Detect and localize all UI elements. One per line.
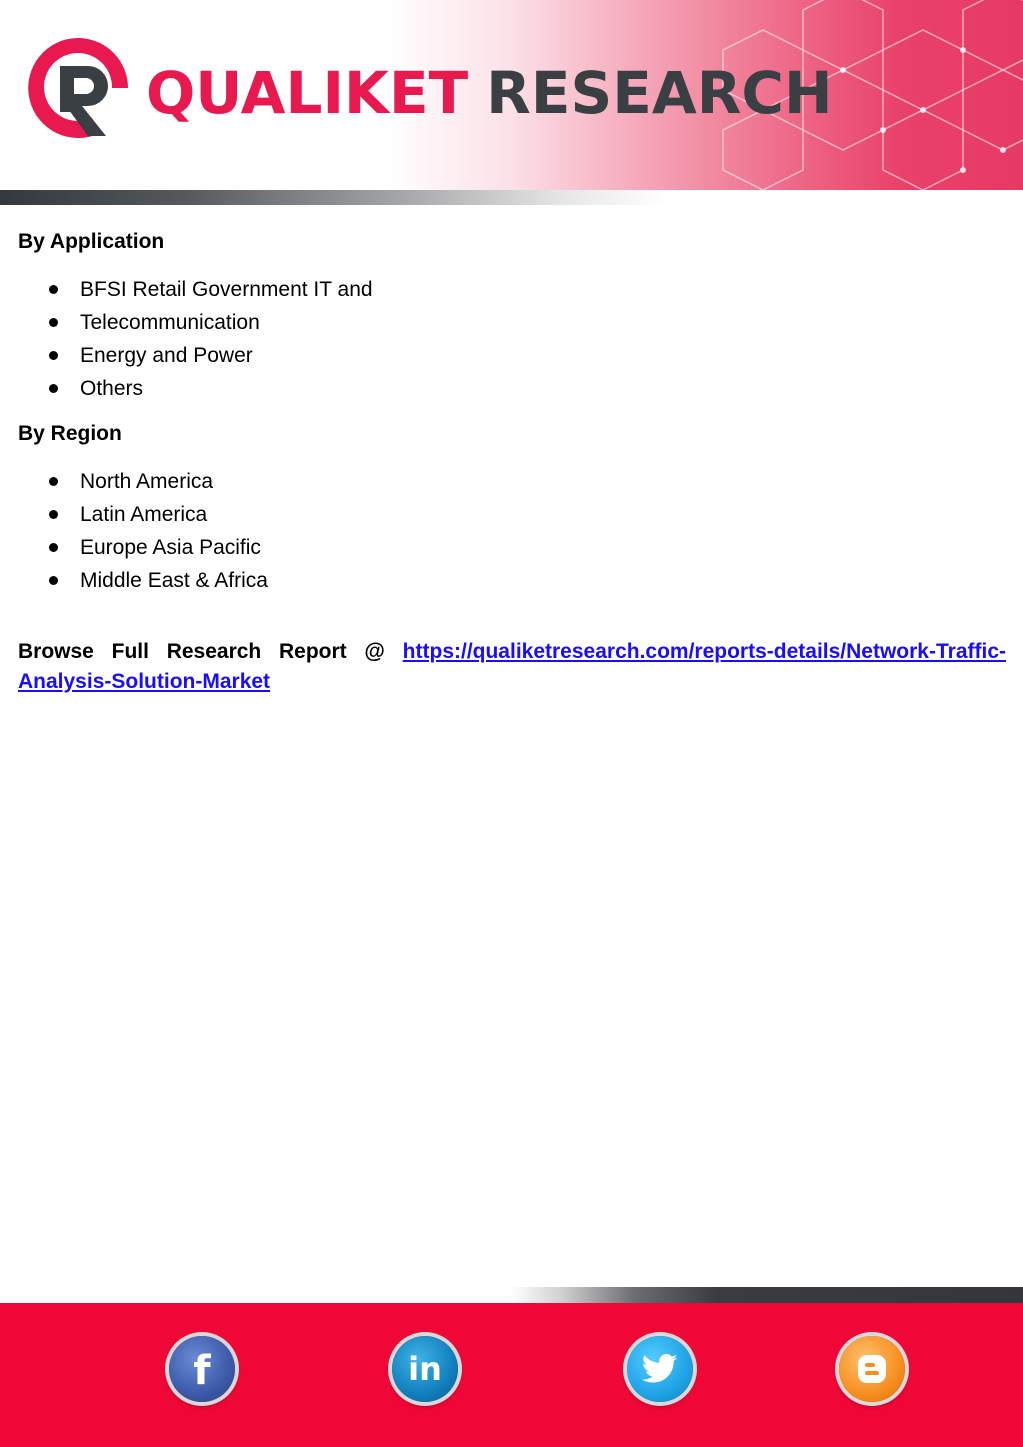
list-item: Europe Asia Pacific	[18, 531, 1006, 564]
region-list	[18, 465, 1006, 597]
list-item: Middle East & Africa	[18, 564, 1006, 597]
list-item: Energy and Power	[18, 339, 1006, 372]
blogger-b-glyph	[855, 1352, 889, 1386]
section-heading-application: By Application	[18, 230, 165, 253]
brand-wordmark	[146, 58, 833, 128]
page-header	[0, 0, 1023, 190]
linkedin-icon[interactable]: in	[392, 1336, 458, 1402]
list-item: BFSI Retail Government IT and	[18, 273, 1006, 306]
section-heading-region: By Region	[18, 422, 122, 445]
header-divider-stripe	[0, 190, 1023, 205]
application-list	[18, 273, 1006, 405]
brand-name-part1: QUALIKET	[146, 59, 469, 127]
qr-logo-icon	[22, 32, 134, 148]
twitter-icon[interactable]	[627, 1336, 693, 1402]
facebook-icon[interactable]: f	[169, 1336, 235, 1402]
brand-name-part2: RESEARCH	[486, 59, 833, 127]
list-item: Others	[18, 372, 1006, 405]
browse-report-paragraph	[18, 637, 1006, 697]
blogger-icon[interactable]	[839, 1336, 905, 1402]
list-item: Telecommunication	[18, 306, 1006, 339]
document-content	[18, 225, 1006, 718]
list-item: Latin America	[18, 498, 1006, 531]
twitter-bird-glyph	[642, 1354, 678, 1384]
footer-divider-stripe	[0, 1287, 1023, 1303]
browse-label: Browse Full Research Report @	[18, 640, 385, 663]
list-item: North America	[18, 465, 1006, 498]
report-link[interactable]: https://qualiketresearch.com/reports-details/Network-Traffic-Analysis-Solution-Market	[18, 640, 1006, 693]
